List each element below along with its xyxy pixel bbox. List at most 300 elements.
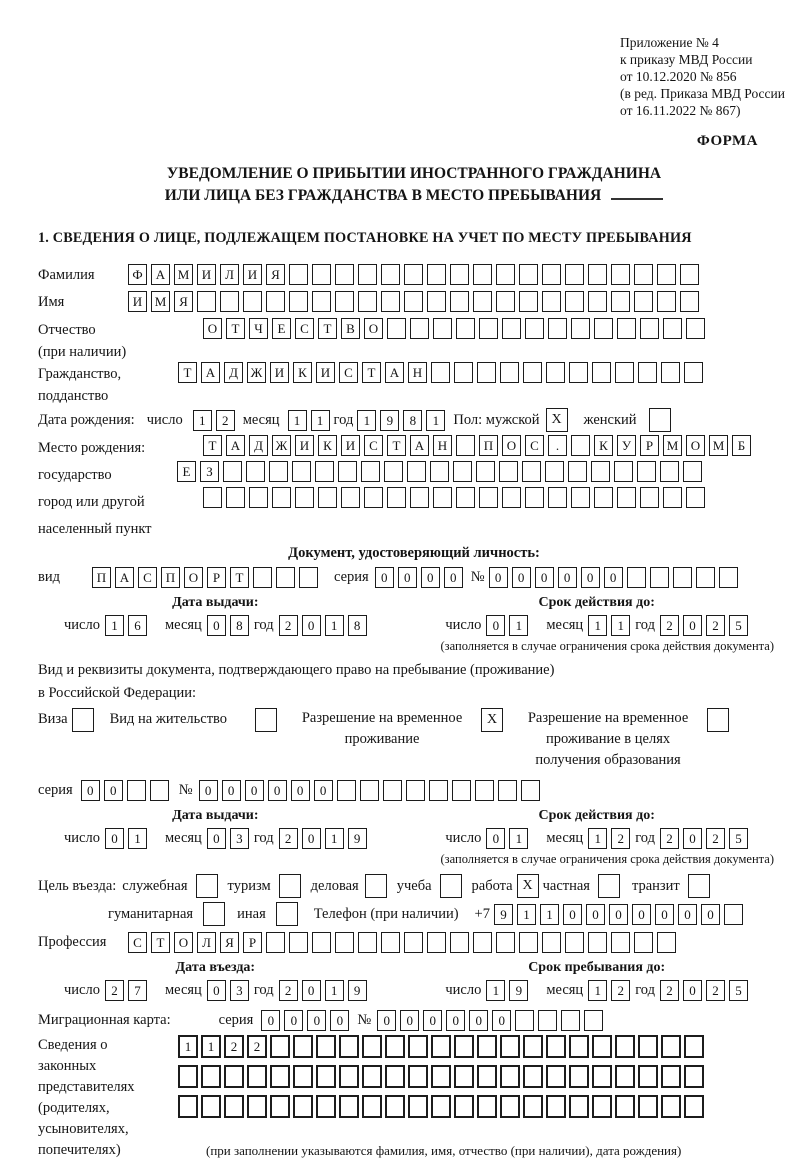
- char-box[interactable]: [521, 780, 540, 801]
- char-box[interactable]: [650, 567, 669, 588]
- char-box[interactable]: М: [663, 435, 682, 456]
- residence-permit-checkbox[interactable]: [255, 708, 277, 732]
- char-box[interactable]: 0: [469, 1010, 488, 1031]
- char-box[interactable]: [542, 291, 561, 312]
- char-box[interactable]: [335, 264, 354, 285]
- char-box[interactable]: [450, 264, 469, 285]
- char-box[interactable]: 0: [683, 615, 702, 636]
- char-box[interactable]: 0: [446, 1010, 465, 1031]
- char-box[interactable]: [571, 435, 590, 456]
- char-box[interactable]: Р: [640, 435, 659, 456]
- char-box[interactable]: [519, 932, 538, 953]
- purpose-business-checkbox[interactable]: [365, 874, 387, 898]
- char-box[interactable]: [358, 932, 377, 953]
- char-box[interactable]: [565, 932, 584, 953]
- char-box[interactable]: 2: [706, 828, 725, 849]
- char-box[interactable]: А: [115, 567, 134, 588]
- char-box[interactable]: [546, 1035, 566, 1058]
- char-box[interactable]: 0: [222, 780, 241, 801]
- char-box[interactable]: 1: [426, 410, 445, 431]
- char-box[interactable]: [224, 1065, 244, 1088]
- char-box[interactable]: 2: [279, 615, 298, 636]
- char-box[interactable]: 1: [105, 615, 124, 636]
- char-box[interactable]: 1: [325, 828, 344, 849]
- char-box[interactable]: 2: [706, 615, 725, 636]
- char-box[interactable]: [496, 291, 515, 312]
- char-box[interactable]: [615, 1035, 635, 1058]
- char-box[interactable]: [203, 487, 222, 508]
- char-box[interactable]: [456, 318, 475, 339]
- char-box[interactable]: [247, 1095, 267, 1118]
- char-box[interactable]: [496, 932, 515, 953]
- char-box[interactable]: [316, 1065, 336, 1088]
- char-box[interactable]: [452, 780, 471, 801]
- char-box[interactable]: С: [128, 932, 147, 953]
- char-box[interactable]: [611, 932, 630, 953]
- char-box[interactable]: [385, 1095, 405, 1118]
- char-box[interactable]: 0: [104, 780, 123, 801]
- visa-checkbox[interactable]: [72, 708, 94, 732]
- char-box[interactable]: [266, 291, 285, 312]
- char-box[interactable]: [546, 1065, 566, 1088]
- char-box[interactable]: 0: [486, 615, 505, 636]
- char-box[interactable]: [684, 1095, 704, 1118]
- char-box[interactable]: [360, 780, 379, 801]
- char-box[interactable]: 1: [540, 904, 559, 925]
- char-box[interactable]: К: [293, 362, 312, 383]
- char-box[interactable]: [289, 264, 308, 285]
- char-box[interactable]: [500, 362, 519, 383]
- char-box[interactable]: 0: [678, 904, 697, 925]
- char-box[interactable]: [387, 487, 406, 508]
- char-box[interactable]: [270, 1095, 290, 1118]
- char-box[interactable]: [569, 1035, 589, 1058]
- temp-residence-checkbox[interactable]: X: [481, 708, 503, 732]
- char-box[interactable]: [684, 1065, 704, 1088]
- char-box[interactable]: [249, 487, 268, 508]
- char-box[interactable]: [660, 461, 679, 482]
- char-box[interactable]: С: [525, 435, 544, 456]
- char-box[interactable]: [498, 780, 517, 801]
- char-box[interactable]: [226, 487, 245, 508]
- char-box[interactable]: 5: [729, 615, 748, 636]
- char-box[interactable]: [638, 1035, 658, 1058]
- char-box[interactable]: [617, 487, 636, 508]
- char-box[interactable]: [318, 487, 337, 508]
- char-box[interactable]: 1: [201, 1035, 221, 1058]
- char-box[interactable]: [431, 1035, 451, 1058]
- char-box[interactable]: 0: [512, 567, 531, 588]
- char-box[interactable]: Т: [203, 435, 222, 456]
- char-box[interactable]: 0: [586, 904, 605, 925]
- purpose-humanitarian-checkbox[interactable]: [203, 902, 225, 926]
- char-box[interactable]: И: [341, 435, 360, 456]
- char-box[interactable]: 7: [128, 980, 147, 1001]
- char-box[interactable]: 2: [247, 1035, 267, 1058]
- char-box[interactable]: Я: [174, 291, 193, 312]
- char-box[interactable]: [293, 1065, 313, 1088]
- char-box[interactable]: [569, 1065, 589, 1088]
- purpose-official-checkbox[interactable]: [196, 874, 218, 898]
- char-box[interactable]: 1: [193, 410, 212, 431]
- char-box[interactable]: [548, 318, 567, 339]
- char-box[interactable]: 0: [207, 980, 226, 1001]
- char-box[interactable]: [404, 291, 423, 312]
- char-box[interactable]: 1: [509, 615, 528, 636]
- char-box[interactable]: [362, 1095, 382, 1118]
- char-box[interactable]: Л: [220, 264, 239, 285]
- char-box[interactable]: 9: [509, 980, 528, 1001]
- char-box[interactable]: [431, 1095, 451, 1118]
- char-box[interactable]: [266, 932, 285, 953]
- char-box[interactable]: [338, 461, 357, 482]
- char-box[interactable]: 5: [729, 828, 748, 849]
- char-box[interactable]: [293, 1095, 313, 1118]
- char-box[interactable]: [638, 1065, 658, 1088]
- char-box[interactable]: [454, 1035, 474, 1058]
- char-box[interactable]: З: [200, 461, 219, 482]
- char-box[interactable]: 1: [357, 410, 376, 431]
- char-box[interactable]: О: [502, 435, 521, 456]
- char-box[interactable]: [404, 264, 423, 285]
- char-box[interactable]: [381, 291, 400, 312]
- char-box[interactable]: 0: [558, 567, 577, 588]
- char-box[interactable]: [381, 264, 400, 285]
- char-box[interactable]: А: [151, 264, 170, 285]
- char-box[interactable]: С: [364, 435, 383, 456]
- char-box[interactable]: [427, 264, 446, 285]
- char-box[interactable]: С: [339, 362, 358, 383]
- char-box[interactable]: 0: [314, 780, 333, 801]
- char-box[interactable]: 1: [611, 615, 630, 636]
- char-box[interactable]: [571, 487, 590, 508]
- char-box[interactable]: 1: [288, 410, 307, 431]
- char-box[interactable]: 0: [683, 980, 702, 1001]
- char-box[interactable]: [316, 1035, 336, 1058]
- char-box[interactable]: [201, 1065, 221, 1088]
- char-box[interactable]: 3: [230, 980, 249, 1001]
- char-box[interactable]: Т: [226, 318, 245, 339]
- char-box[interactable]: [433, 318, 452, 339]
- char-box[interactable]: [408, 1095, 428, 1118]
- char-box[interactable]: [270, 1035, 290, 1058]
- char-box[interactable]: [615, 1065, 635, 1088]
- char-box[interactable]: [341, 487, 360, 508]
- char-box[interactable]: [542, 932, 561, 953]
- char-box[interactable]: [661, 1095, 681, 1118]
- char-box[interactable]: 9: [494, 904, 513, 925]
- char-box[interactable]: О: [686, 435, 705, 456]
- char-box[interactable]: [684, 362, 703, 383]
- char-box[interactable]: Т: [178, 362, 197, 383]
- char-box[interactable]: 1: [517, 904, 536, 925]
- char-box[interactable]: С: [138, 567, 157, 588]
- char-box[interactable]: Я: [220, 932, 239, 953]
- char-box[interactable]: [410, 487, 429, 508]
- char-box[interactable]: Р: [207, 567, 226, 588]
- char-box[interactable]: М: [709, 435, 728, 456]
- char-box[interactable]: 0: [302, 828, 321, 849]
- char-box[interactable]: 9: [348, 980, 367, 1001]
- char-box[interactable]: 2: [660, 828, 679, 849]
- char-box[interactable]: [500, 1065, 520, 1088]
- char-box[interactable]: 8: [348, 615, 367, 636]
- char-box[interactable]: [594, 318, 613, 339]
- char-box[interactable]: [358, 291, 377, 312]
- char-box[interactable]: [638, 362, 657, 383]
- char-box[interactable]: [584, 1010, 603, 1031]
- char-box[interactable]: 0: [400, 1010, 419, 1031]
- char-box[interactable]: [364, 487, 383, 508]
- char-box[interactable]: [450, 291, 469, 312]
- char-box[interactable]: [335, 932, 354, 953]
- char-box[interactable]: Б: [732, 435, 751, 456]
- char-box[interactable]: И: [128, 291, 147, 312]
- char-box[interactable]: [627, 567, 646, 588]
- char-box[interactable]: О: [174, 932, 193, 953]
- char-box[interactable]: [427, 291, 446, 312]
- char-box[interactable]: [201, 1095, 221, 1118]
- char-box[interactable]: [150, 780, 169, 801]
- char-box[interactable]: Н: [433, 435, 452, 456]
- char-box[interactable]: [454, 362, 473, 383]
- char-box[interactable]: [724, 904, 743, 925]
- char-box[interactable]: 0: [489, 567, 508, 588]
- char-box[interactable]: 5: [729, 980, 748, 1001]
- char-box[interactable]: 0: [330, 1010, 349, 1031]
- char-box[interactable]: И: [197, 264, 216, 285]
- char-box[interactable]: [640, 487, 659, 508]
- char-box[interactable]: [546, 1095, 566, 1118]
- char-box[interactable]: [663, 318, 682, 339]
- char-box[interactable]: 0: [421, 567, 440, 588]
- char-box[interactable]: [362, 1035, 382, 1058]
- char-box[interactable]: 0: [81, 780, 100, 801]
- char-box[interactable]: [381, 932, 400, 953]
- char-box[interactable]: [525, 318, 544, 339]
- char-box[interactable]: 0: [683, 828, 702, 849]
- char-box[interactable]: 0: [261, 1010, 280, 1031]
- char-box[interactable]: 0: [302, 980, 321, 1001]
- char-box[interactable]: Т: [387, 435, 406, 456]
- purpose-other-checkbox[interactable]: [276, 902, 298, 926]
- char-box[interactable]: А: [410, 435, 429, 456]
- char-box[interactable]: [696, 567, 715, 588]
- char-box[interactable]: П: [479, 435, 498, 456]
- char-box[interactable]: 0: [199, 780, 218, 801]
- char-box[interactable]: [523, 1065, 543, 1088]
- char-box[interactable]: Ф: [128, 264, 147, 285]
- char-box[interactable]: [592, 1095, 612, 1118]
- char-box[interactable]: М: [174, 264, 193, 285]
- char-box[interactable]: 1: [178, 1035, 198, 1058]
- char-box[interactable]: 0: [207, 828, 226, 849]
- char-box[interactable]: 0: [535, 567, 554, 588]
- char-box[interactable]: [408, 1035, 428, 1058]
- char-box[interactable]: [404, 932, 423, 953]
- char-box[interactable]: [569, 362, 588, 383]
- char-box[interactable]: [312, 932, 331, 953]
- char-box[interactable]: [253, 567, 272, 588]
- char-box[interactable]: 2: [216, 410, 235, 431]
- char-box[interactable]: [410, 318, 429, 339]
- char-box[interactable]: 2: [660, 980, 679, 1001]
- char-box[interactable]: 8: [230, 615, 249, 636]
- char-box[interactable]: [661, 1065, 681, 1088]
- char-box[interactable]: О: [203, 318, 222, 339]
- char-box[interactable]: 1: [325, 980, 344, 1001]
- char-box[interactable]: 1: [128, 828, 147, 849]
- char-box[interactable]: [316, 1095, 336, 1118]
- char-box[interactable]: 0: [207, 615, 226, 636]
- char-box[interactable]: И: [243, 264, 262, 285]
- char-box[interactable]: [502, 487, 521, 508]
- char-box[interactable]: [499, 461, 518, 482]
- char-box[interactable]: 0: [604, 567, 623, 588]
- char-box[interactable]: Е: [177, 461, 196, 482]
- char-box[interactable]: П: [161, 567, 180, 588]
- char-box[interactable]: [615, 362, 634, 383]
- char-box[interactable]: [640, 318, 659, 339]
- char-box[interactable]: [427, 932, 446, 953]
- char-box[interactable]: [592, 1065, 612, 1088]
- char-box[interactable]: [224, 1095, 244, 1118]
- sex-female-checkbox[interactable]: [649, 408, 671, 432]
- char-box[interactable]: [525, 487, 544, 508]
- char-box[interactable]: [634, 291, 653, 312]
- char-box[interactable]: [634, 264, 653, 285]
- char-box[interactable]: [565, 291, 584, 312]
- char-box[interactable]: 3: [230, 828, 249, 849]
- char-box[interactable]: В: [341, 318, 360, 339]
- char-box[interactable]: [617, 318, 636, 339]
- char-box[interactable]: [473, 291, 492, 312]
- char-box[interactable]: 0: [375, 567, 394, 588]
- char-box[interactable]: М: [151, 291, 170, 312]
- char-box[interactable]: Д: [224, 362, 243, 383]
- char-box[interactable]: 2: [279, 828, 298, 849]
- char-box[interactable]: 1: [325, 615, 344, 636]
- char-box[interactable]: [673, 567, 692, 588]
- char-box[interactable]: 0: [377, 1010, 396, 1031]
- char-box[interactable]: Л: [197, 932, 216, 953]
- char-box[interactable]: [519, 264, 538, 285]
- char-box[interactable]: [614, 461, 633, 482]
- char-box[interactable]: 0: [563, 904, 582, 925]
- char-box[interactable]: 2: [660, 615, 679, 636]
- char-box[interactable]: [433, 487, 452, 508]
- char-box[interactable]: О: [184, 567, 203, 588]
- char-box[interactable]: 0: [268, 780, 287, 801]
- char-box[interactable]: [546, 362, 565, 383]
- char-box[interactable]: [522, 461, 541, 482]
- char-box[interactable]: 0: [307, 1010, 326, 1031]
- purpose-private-checkbox[interactable]: [598, 874, 620, 898]
- char-box[interactable]: [473, 932, 492, 953]
- char-box[interactable]: [686, 487, 705, 508]
- char-box[interactable]: [571, 318, 590, 339]
- char-box[interactable]: 1: [588, 828, 607, 849]
- char-box[interactable]: 0: [486, 828, 505, 849]
- char-box[interactable]: [588, 932, 607, 953]
- char-box[interactable]: 0: [444, 567, 463, 588]
- char-box[interactable]: [247, 1065, 267, 1088]
- char-box[interactable]: [220, 291, 239, 312]
- char-box[interactable]: С: [295, 318, 314, 339]
- char-box[interactable]: [362, 1065, 382, 1088]
- char-box[interactable]: Я: [266, 264, 285, 285]
- char-box[interactable]: [680, 291, 699, 312]
- char-box[interactable]: [615, 1095, 635, 1118]
- char-box[interactable]: 2: [224, 1035, 244, 1058]
- char-box[interactable]: .: [548, 435, 567, 456]
- sex-male-checkbox[interactable]: X: [546, 408, 568, 432]
- char-box[interactable]: [289, 932, 308, 953]
- char-box[interactable]: [246, 461, 265, 482]
- char-box[interactable]: [295, 487, 314, 508]
- char-box[interactable]: [339, 1065, 359, 1088]
- char-box[interactable]: Т: [362, 362, 381, 383]
- char-box[interactable]: [430, 461, 449, 482]
- char-box[interactable]: [611, 264, 630, 285]
- char-box[interactable]: [387, 318, 406, 339]
- char-box[interactable]: 0: [291, 780, 310, 801]
- char-box[interactable]: 0: [302, 615, 321, 636]
- char-box[interactable]: [385, 1065, 405, 1088]
- char-box[interactable]: [406, 780, 425, 801]
- char-box[interactable]: [637, 461, 656, 482]
- char-box[interactable]: 1: [588, 615, 607, 636]
- char-box[interactable]: [661, 1035, 681, 1058]
- char-box[interactable]: [361, 461, 380, 482]
- purpose-transit-checkbox[interactable]: [688, 874, 710, 898]
- char-box[interactable]: [657, 932, 676, 953]
- char-box[interactable]: [538, 1010, 557, 1031]
- char-box[interactable]: [293, 1035, 313, 1058]
- char-box[interactable]: [680, 264, 699, 285]
- char-box[interactable]: Т: [318, 318, 337, 339]
- char-box[interactable]: 0: [105, 828, 124, 849]
- purpose-study-checkbox[interactable]: [440, 874, 462, 898]
- char-box[interactable]: [407, 461, 426, 482]
- char-box[interactable]: [335, 291, 354, 312]
- char-box[interactable]: К: [594, 435, 613, 456]
- char-box[interactable]: А: [201, 362, 220, 383]
- char-box[interactable]: [591, 461, 610, 482]
- char-box[interactable]: [385, 1035, 405, 1058]
- char-box[interactable]: [243, 291, 262, 312]
- char-box[interactable]: И: [295, 435, 314, 456]
- char-box[interactable]: У: [617, 435, 636, 456]
- char-box[interactable]: [476, 461, 495, 482]
- char-box[interactable]: А: [385, 362, 404, 383]
- char-box[interactable]: [477, 1065, 497, 1088]
- char-box[interactable]: [545, 461, 564, 482]
- char-box[interactable]: Ч: [249, 318, 268, 339]
- char-box[interactable]: [523, 1095, 543, 1118]
- char-box[interactable]: [337, 780, 356, 801]
- char-box[interactable]: [475, 780, 494, 801]
- char-box[interactable]: [383, 780, 402, 801]
- char-box[interactable]: [515, 1010, 534, 1031]
- char-box[interactable]: [686, 318, 705, 339]
- char-box[interactable]: [456, 435, 475, 456]
- char-box[interactable]: 8: [403, 410, 422, 431]
- char-box[interactable]: [661, 362, 680, 383]
- char-box[interactable]: 0: [581, 567, 600, 588]
- char-box[interactable]: Д: [249, 435, 268, 456]
- char-box[interactable]: [272, 487, 291, 508]
